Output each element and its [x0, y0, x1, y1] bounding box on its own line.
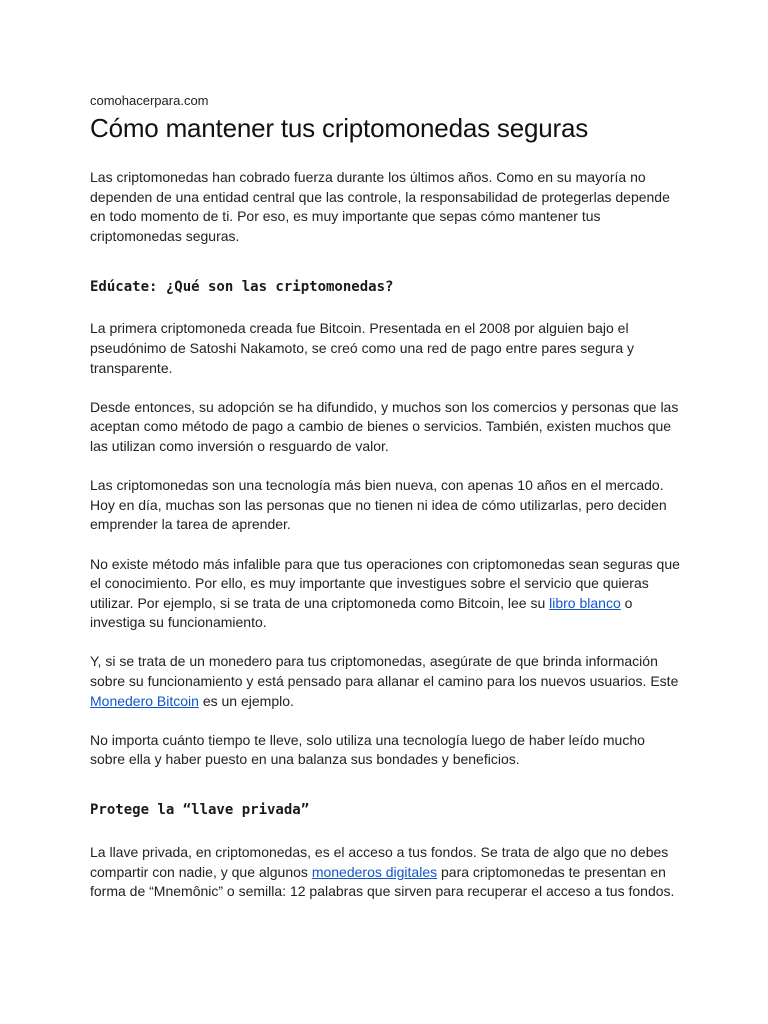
paragraph-knowledge	[90, 555, 682, 633]
paragraph-wallet	[90, 652, 682, 711]
section-educate	[90, 319, 682, 770]
paragraph-wallet-text-after: es un ejemplo.	[198, 692, 294, 709]
site-name: comohacerpara.com	[90, 93, 209, 108]
intro-section	[90, 168, 682, 246]
paragraph-adoption: Desde entonces, su adopción se ha difundido, y muchos son los comercios y personas que las aceptan como método de pago a cambio de bienes o servicios. También, existen muchos que las utilizan como inversión o resguardo de valor.	[90, 398, 679, 454]
link-monedero-bitcoin[interactable]: Monedero Bitcoin	[90, 692, 199, 709]
paragraph-first-crypto: La primera criptomoneda creada fue Bitcoin. Presentada en el 2008 por alguien bajo el pseudónimo de Satoshi Nakamoto, se creó como una red de pago entre pares segura y transparente.	[90, 320, 634, 376]
link-libro-blanco[interactable]: libro blanco	[549, 594, 621, 611]
paragraph-time: No importa cuánto tiempo te lleve, solo utiliza una tecnología luego de haber leído mucho sobre ella y haber puesto en una balanza sus bondades y beneficios.	[90, 731, 645, 768]
section-heading-educate: Edúcate: ¿Qué son las criptomonedas?	[90, 279, 394, 296]
link-monederos-digitales[interactable]: monederos digitales	[311, 863, 438, 880]
page-title: Cómo mantener tus criptomonedas seguras	[90, 113, 589, 143]
paragraph-private-key-text-before: La llave privada, en criptomonedas, es el acceso a tus fondos. Se trata de algo que no debes compartir con nadie, y que algunos	[90, 844, 669, 880]
document-page	[90, 92, 682, 902]
paragraph-wallet-text-before: Y, si se trata de un monedero para tus criptomonedas, asegúrate de que brinda información sobre su funcionamiento y está pensado para allanar el camino para los nuevos usuarios. Este	[90, 653, 679, 690]
paragraph-knowledge-text-after: o investiga su funcionamiento.	[90, 594, 633, 631]
paragraph-private-key-text-after: para criptomonedas te presentan en forma de “Mnemônic” o semilla: 12 palabras que sirven para recuperar el acceso a tus fondos.	[90, 863, 675, 900]
paragraph-knowledge-text-before: No existe método más infalible para que tus operaciones con criptomonedas sean seguras que el conocimiento. Por ello, es muy importante que investigues sobre el servicio que quieras utilizar. Por ejemplo, si se trata de una criptomoneda como Bitcoin, lee su	[90, 555, 680, 611]
section-protege	[90, 843, 682, 902]
paragraph-new-technology: Las criptomonedas son una tecnología más bien nueva, con apenas 10 años en el mercado. Hoy en día, muchas son las personas que no tienen ni idea de cómo utilizarlas, pero deciden emprender la tarea de aprender.	[90, 477, 667, 533]
paragraph-private-key	[90, 843, 682, 902]
intro-paragraph: Las criptomonedas han cobrado fuerza durante los últimos años. Como en su mayoría no dependen de una entidad central que las controle, la responsabilidad de protegerlas depende en todo momento de ti. Por eso, es muy importante que sepas cómo mantener tus criptomonedas seguras.	[90, 169, 670, 244]
section-heading-protege: Protege la “llave privada”	[90, 802, 310, 819]
